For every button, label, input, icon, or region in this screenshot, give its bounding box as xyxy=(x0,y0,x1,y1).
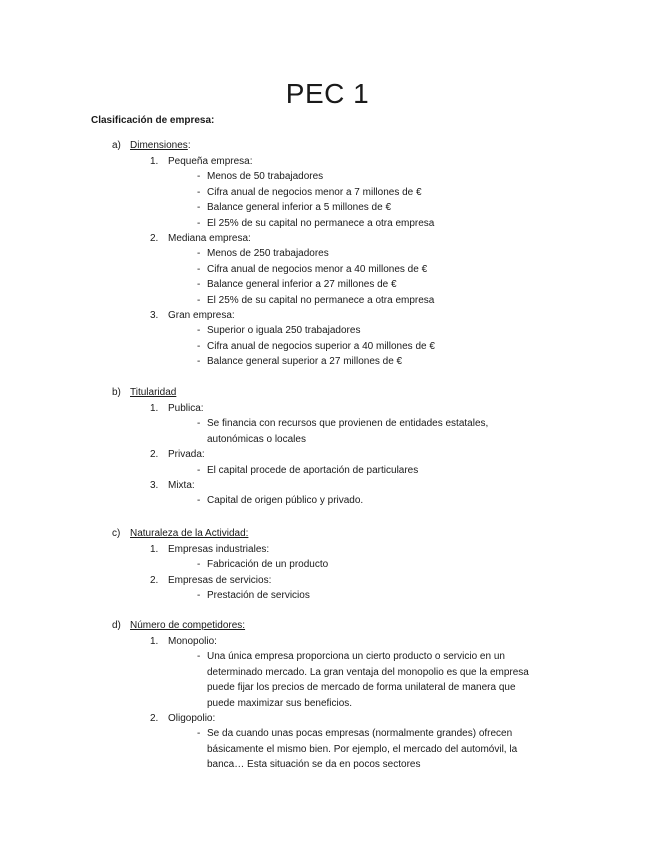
bullet-text: Prestación de servicios xyxy=(207,590,310,602)
section-marker: d) xyxy=(112,620,121,631)
bullet-dash-icon: - xyxy=(197,263,201,275)
bullet-text: Cifra anual de negocios superior a 40 millones de € xyxy=(207,340,435,352)
item-label: Privada: xyxy=(168,449,205,461)
document-subtitle: Clasificación de empresa: xyxy=(91,115,215,126)
bullet-text: Cifra anual de negocios menor a 7 millones de € xyxy=(207,186,422,198)
bullet-text: El 25% de su capital no permanece a otra empresa xyxy=(207,217,435,229)
section-marker: a) xyxy=(112,140,121,151)
item-number: 1. xyxy=(150,402,159,414)
section-marker: b) xyxy=(112,387,121,398)
item-number: 1. xyxy=(150,543,159,555)
item-number: 1. xyxy=(150,635,159,647)
bullet-dash-icon: - xyxy=(197,651,201,663)
bullet-dash-icon: - xyxy=(197,340,201,352)
section-heading-text: Número de competidores: xyxy=(130,620,246,631)
item-number: 2. xyxy=(150,574,159,586)
bullet-dash-icon: - xyxy=(197,418,201,430)
section-heading-text: Dimensiones xyxy=(130,140,188,151)
section-heading xyxy=(130,619,245,632)
bullet-dash-icon: - xyxy=(197,202,201,214)
bullet-dash-icon: - xyxy=(197,171,201,183)
bullet-dash-icon: - xyxy=(197,728,201,740)
section-heading-text: Titularidad xyxy=(130,387,177,398)
bullet-dash-icon: - xyxy=(197,590,201,602)
bullet-text: determinado mercado. La gran ventaja del monopolio es que la empresa xyxy=(207,666,529,678)
item-label: Mixta: xyxy=(168,479,195,491)
bullet-text: Fabricación de un producto xyxy=(207,559,329,571)
item-number: 2. xyxy=(150,232,159,244)
item-number: 3. xyxy=(150,309,159,321)
bullet-dash-icon: - xyxy=(197,217,201,229)
bullet-text: básicamente el mismo bien. Por ejemplo, el mercado del automóvil, la xyxy=(207,743,518,755)
section-marker: c) xyxy=(112,528,121,539)
bullet-dash-icon: - xyxy=(197,495,201,507)
item-label: Monopolio: xyxy=(168,635,217,647)
item-label: Oligopolio: xyxy=(168,712,216,724)
bullet-text: banca… Esta situación se da en pocos sectores xyxy=(207,759,421,771)
item-number: 2. xyxy=(150,712,159,724)
bullet-dash-icon: - xyxy=(197,559,201,571)
bullet-dash-icon: - xyxy=(197,294,201,306)
bullet-text: puede maximizar sus beneficios. xyxy=(207,697,353,709)
item-label: Gran empresa: xyxy=(168,309,235,321)
bullet-text: Balance general inferior a 5 millones de € xyxy=(207,202,391,214)
item-label: Empresas de servicios: xyxy=(168,574,272,586)
bullet-text: Cifra anual de negocios menor a 40 millones de € xyxy=(207,263,428,275)
bullet-dash-icon: - xyxy=(197,325,201,337)
item-label: Empresas industriales: xyxy=(168,543,270,555)
bullet-text: Se da cuando unas pocas empresas (normalmente grandes) ofrecen xyxy=(207,728,513,740)
bullet-text: Se financia con recursos que provienen de entidades estatales, xyxy=(207,418,489,430)
bullet-text: Menos de 250 trabajadores xyxy=(207,248,329,260)
section-heading-text: Naturaleza de la Actividad: xyxy=(130,528,249,539)
section-heading xyxy=(130,527,248,540)
bullet-text: Balance general superior a 27 millones de € xyxy=(207,356,403,368)
bullet-text: Superior o iguala 250 trabajadores xyxy=(207,325,361,337)
bullet-text: El 25% de su capital no permanece a otra empresa xyxy=(207,294,435,306)
bullet-text: Menos de 50 trabajadores xyxy=(207,171,324,183)
bullet-dash-icon: - xyxy=(197,464,201,476)
bullet-text: Capital de origen público y privado. xyxy=(207,495,364,507)
item-number: 1. xyxy=(150,155,159,167)
section-heading xyxy=(130,386,176,399)
item-number: 3. xyxy=(150,479,159,491)
bullet-dash-icon: - xyxy=(197,356,201,368)
item-label: Mediana empresa: xyxy=(168,232,251,244)
bullet-dash-icon: - xyxy=(197,279,201,291)
item-number: 2. xyxy=(150,449,159,461)
bullet-dash-icon: - xyxy=(197,186,201,198)
item-label: Publica: xyxy=(168,402,204,414)
bullet-text: El capital procede de aportación de particulares xyxy=(207,464,419,476)
bullet-text: puede fijar los precios de mercado de forma unilateral de manera que xyxy=(207,682,516,694)
section-heading xyxy=(130,139,191,152)
bullet-text: Una única empresa proporciona un cierto producto o servicio en un xyxy=(207,651,505,663)
bullet-text: Balance general inferior a 27 millones de € xyxy=(207,279,397,291)
page-title: PEC 1 xyxy=(285,78,370,109)
bullet-dash-icon: - xyxy=(197,248,201,260)
item-label: Pequeña empresa: xyxy=(168,155,253,167)
section-heading-suffix: : xyxy=(187,140,191,151)
bullet-text: autonómicas o locales xyxy=(207,433,306,445)
